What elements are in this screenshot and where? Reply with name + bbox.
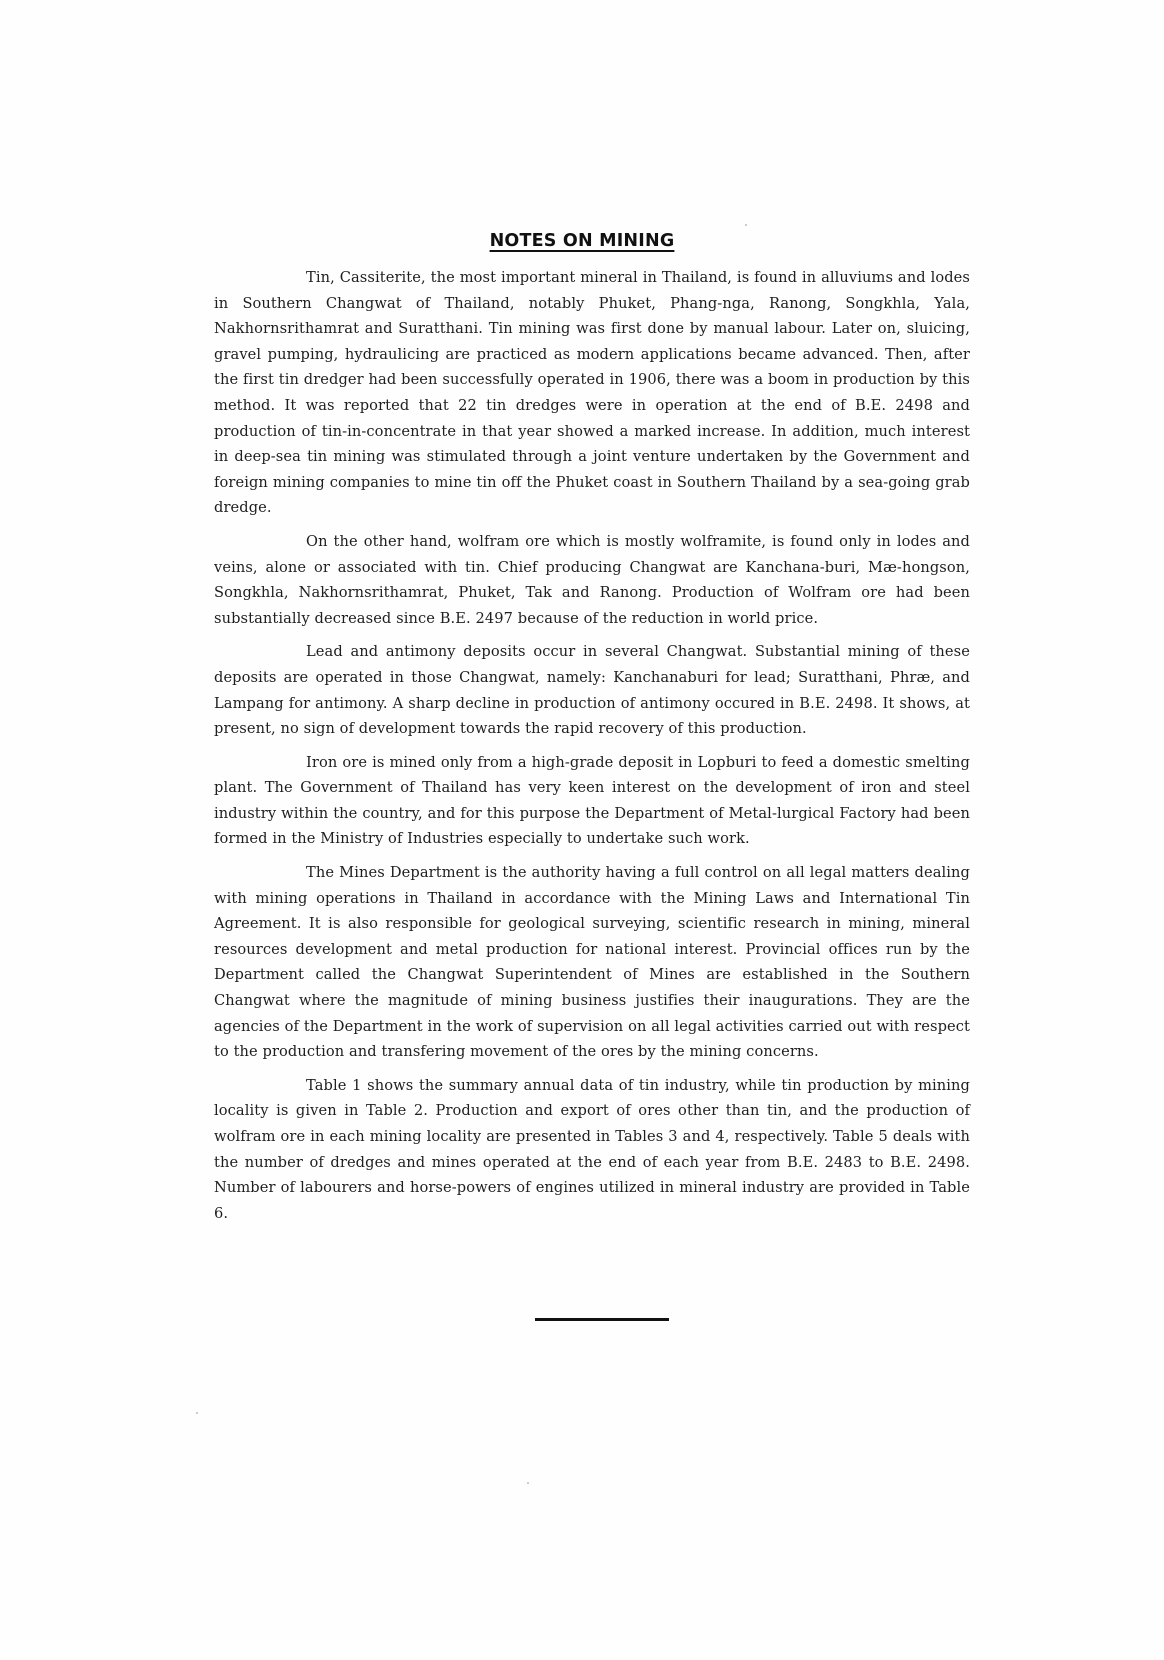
- paragraph-iron-ore: Iron ore is mined only from a high-grade deposit in Lopburi to feed a domestic smelting plant. The Government of Thailand has very keen interest on the development of iron and steel industry within the country, and for this purpose the Department of Metal-lurgical Factory had been formed in the Ministry of Industries especially to undertake such work.: [214, 753, 970, 848]
- scan-speck: [196, 1412, 198, 1414]
- scan-speck: [745, 224, 747, 226]
- notes-body: [214, 265, 970, 1234]
- paragraph-lead-antimony: Lead and antimony deposits occur in several Changwat. Substantial mining of these deposits are operated in those Changwat, namely: Kanchanaburi for lead; Suratthani, Phræ, and Lampang for antimony. A sharp decline in production of antimony occured in B.E. 2498. It shows, at present, no sign of development towards the rapid recovery of this production.: [214, 643, 970, 738]
- page-title-text: NOTES ON MINING: [489, 231, 675, 251]
- scan-speck: [527, 1482, 529, 1484]
- end-divider-rule: [535, 1318, 669, 1321]
- paragraph-mines-department: The Mines Department is the authority having a full control on all legal matters dealing with mining operations in Thailand in accordance with the Mining Laws and International Tin Agreement. It is also responsible for geological surveying, scientific research in mining, mineral resources development and metal production for national interest. Provincial offices run by the Department called the Changwat Superintendent of Mines are established in the Southern Changwat where the magnitude of mining business justifies their inaugurations. They are the agencies of the Department in the work of supervision on all legal activities carried out with respect to the production and transfering movement of the ores by the mining concerns.: [214, 864, 970, 1061]
- paragraph-tables-summary: Table 1 shows the summary annual data of tin industry, while tin production by mining locality is given in Table 2. Production and export of ores other than tin, and the production of wolfram ore in each mining locality are presented in Tables 3 and 4, respectively. Table 5 deals with the number of dredges and mines operated at the end of each year from B.E. 2483 to B.E. 2498. Number of labourers and horse-powers of engines utilized in mineral industry are provided in Table 6.: [214, 1076, 970, 1222]
- paragraph-tin: Tin, Cassiterite, the most important mineral in Thailand, is found in alluviums and lodes in Southern Changwat of Thailand, notably Phuket, Phang-nga, Ranong, Songkhla, Yala, Nakhornsrithamrat and Suratthani. Tin mining was first done by manual labour. Later on, sluicing, gravel pumping, hydraulicing are practiced as modern applications became advanced. Then, after the first tin dredger had been successfully operated in 1906, there was a boom in production by this method. It was reported that 22 tin dredges were in operation at the end of B.E. 2498 and production of tin-in-concentrate in that year showed a marked increase. In addition, much interest in deep-sea tin mining was stimulated through a joint venture undertaken by the Government and foreign mining companies to mine tin off the Phuket coast in Southern Thailand by a sea-going grab dredge.: [214, 269, 970, 517]
- page-title: [0, 216, 1164, 254]
- paragraph-wolfram: On the other hand, wolfram ore which is mostly wolframite, is found only in lodes and veins, alone or associated with tin. Chief producing Changwat are Kanchana-buri, Mæ-hongson, Songkhla, Nakhornsrithamrat, Phuket, Tak and Ranong. Production of Wolfram ore had been substantially decreased since B.E. 2497 because of the reduction in world price.: [214, 532, 970, 627]
